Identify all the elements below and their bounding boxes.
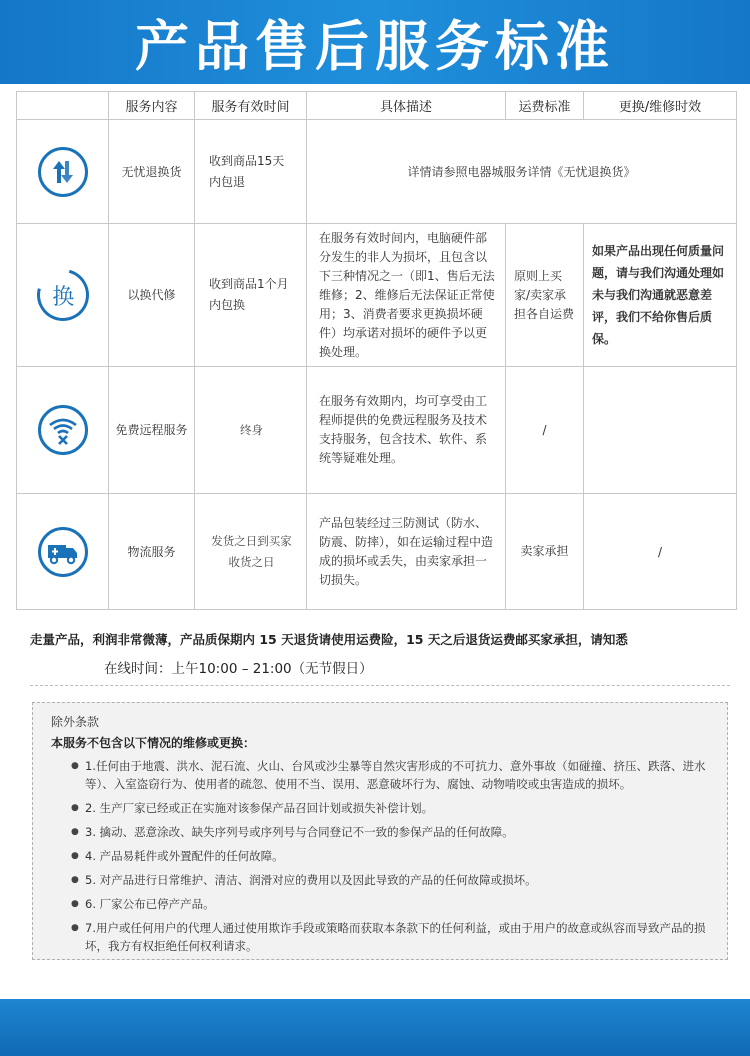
shipping-fee: 卖家承担	[506, 494, 584, 610]
shipping-fee: /	[506, 367, 584, 494]
list-item: ● 4. 产品易耗件或外置配件的任何故障。	[71, 847, 709, 865]
table-row	[17, 224, 737, 367]
service-note: 详情请参照电器城服务详情《无忧退换货》	[307, 120, 737, 224]
header-banner	[0, 0, 750, 84]
wifi-tools-icon	[38, 405, 88, 455]
exclusions-list	[51, 757, 709, 955]
table-row	[17, 120, 737, 224]
list-item: ● 1.任何由于地震、洪水、泥石流、火山、台风或沙尘暴等自然灾害形成的不可抗力、意外事故（如碰撞、挤压、跌落、进水等）、入室盗窃行为、使用者的疏忽、使用不当、误用、恶意破坏行为、腐蚀、动物啃咬或虫害造成的损坏。	[71, 757, 709, 793]
table-header: 服务有效时间	[195, 92, 307, 120]
icon-cell	[17, 367, 109, 494]
service-name: 以换代修	[109, 224, 195, 367]
repair-time: 如果产品出现任何质量问题，请与我们沟通处理如未与我们沟通就恶意差评，我们不给你售后质保。	[584, 224, 737, 367]
service-name: 无忧退换货	[109, 120, 195, 224]
service-period: 终身	[195, 367, 307, 494]
service-table	[16, 91, 737, 610]
service-period: 收到商品15天内包退	[195, 120, 307, 224]
return-policy-notice: 走量产品，利润非常微薄，产品质保期内 15 天退货请使用运费险，15 天之后退货运费邮买家承担，请知悉	[30, 632, 628, 647]
service-name: 物流服务	[109, 494, 195, 610]
repair-time: /	[584, 494, 737, 610]
service-description: 在服务有效时间内，电脑硬件部分发生的非人为损坏，且包含以下三种情况之一（即1、售后无法维修；2、维修后无法保证正常使用；3、消费者要求更换损坏硬件）均承诺对损坏的硬件予以更换处理。	[307, 224, 506, 367]
icon-cell	[17, 224, 109, 367]
table-header: 运费标准	[506, 92, 584, 120]
online-hours: 在线时间：上午10:00 – 21:00（无节假日）	[104, 661, 373, 677]
upload-download-arrows-icon	[38, 147, 88, 197]
page-title: 产品售后服务标准	[135, 14, 615, 78]
repair-time	[584, 367, 737, 494]
icon-cell	[17, 494, 109, 610]
exclusions-subtitle: 本服务不包含以下情况的维修或更换：	[51, 736, 256, 750]
list-item: ● 7.用户或任何用户的代理人通过使用欺诈手段或策略而获取本条款下的任何利益，或由于用户的故意或纵容而导致产品的损坏，我方有权拒绝任何权利请求。	[71, 919, 709, 955]
shipping-fee: 原则上买家/卖家承担各自运费	[506, 224, 584, 367]
list-item: ● 2. 生产厂家已经或正在实施对该参保产品召回计划或损失补偿计划。	[71, 799, 709, 817]
exclusions-title: 除外条款	[51, 715, 100, 729]
service-description: 产品包装经过三防测试（防水、防震、防摔），如在运输过程中造成的损坏或丢失，由卖家承担一切损失。	[307, 494, 506, 610]
huan-glyph: 换	[51, 284, 74, 310]
list-item: ● 3. 擒动、恶意涂改、缺失序列号或序列号与合同登记不一致的参保产品的任何故障。	[71, 823, 709, 841]
service-period: 收到商品1个月内包换	[195, 224, 307, 367]
list-item: ● 5. 对产品进行日常维护、清洁、润滑对应的费用以及因此导致的产品的任何故障或损坏。	[71, 871, 709, 889]
footer-bar	[0, 999, 750, 1056]
table-row	[17, 367, 737, 494]
table-header: 服务内容	[109, 92, 195, 120]
exchange-huan-icon	[27, 259, 98, 330]
service-period: 发货之日到买家收货之日	[195, 494, 307, 610]
service-name: 免费远程服务	[109, 367, 195, 494]
divider	[30, 685, 730, 686]
service-description: 在服务有效期内，均可享受由工程师提供的免费远程服务及技术支持服务，包含技术、软件、系统等疑难处理。	[307, 367, 506, 494]
exclusions-panel	[32, 702, 728, 960]
list-item: ● 6. 厂家公布已停产产品。	[71, 895, 709, 913]
delivery-truck-icon	[38, 527, 88, 577]
icon-cell	[17, 120, 109, 224]
table-header: 具体描述	[307, 92, 506, 120]
table-header-row	[17, 92, 737, 120]
table-header: 更换/维修时效	[584, 92, 737, 120]
table-header	[17, 92, 109, 120]
table-row	[17, 494, 737, 610]
